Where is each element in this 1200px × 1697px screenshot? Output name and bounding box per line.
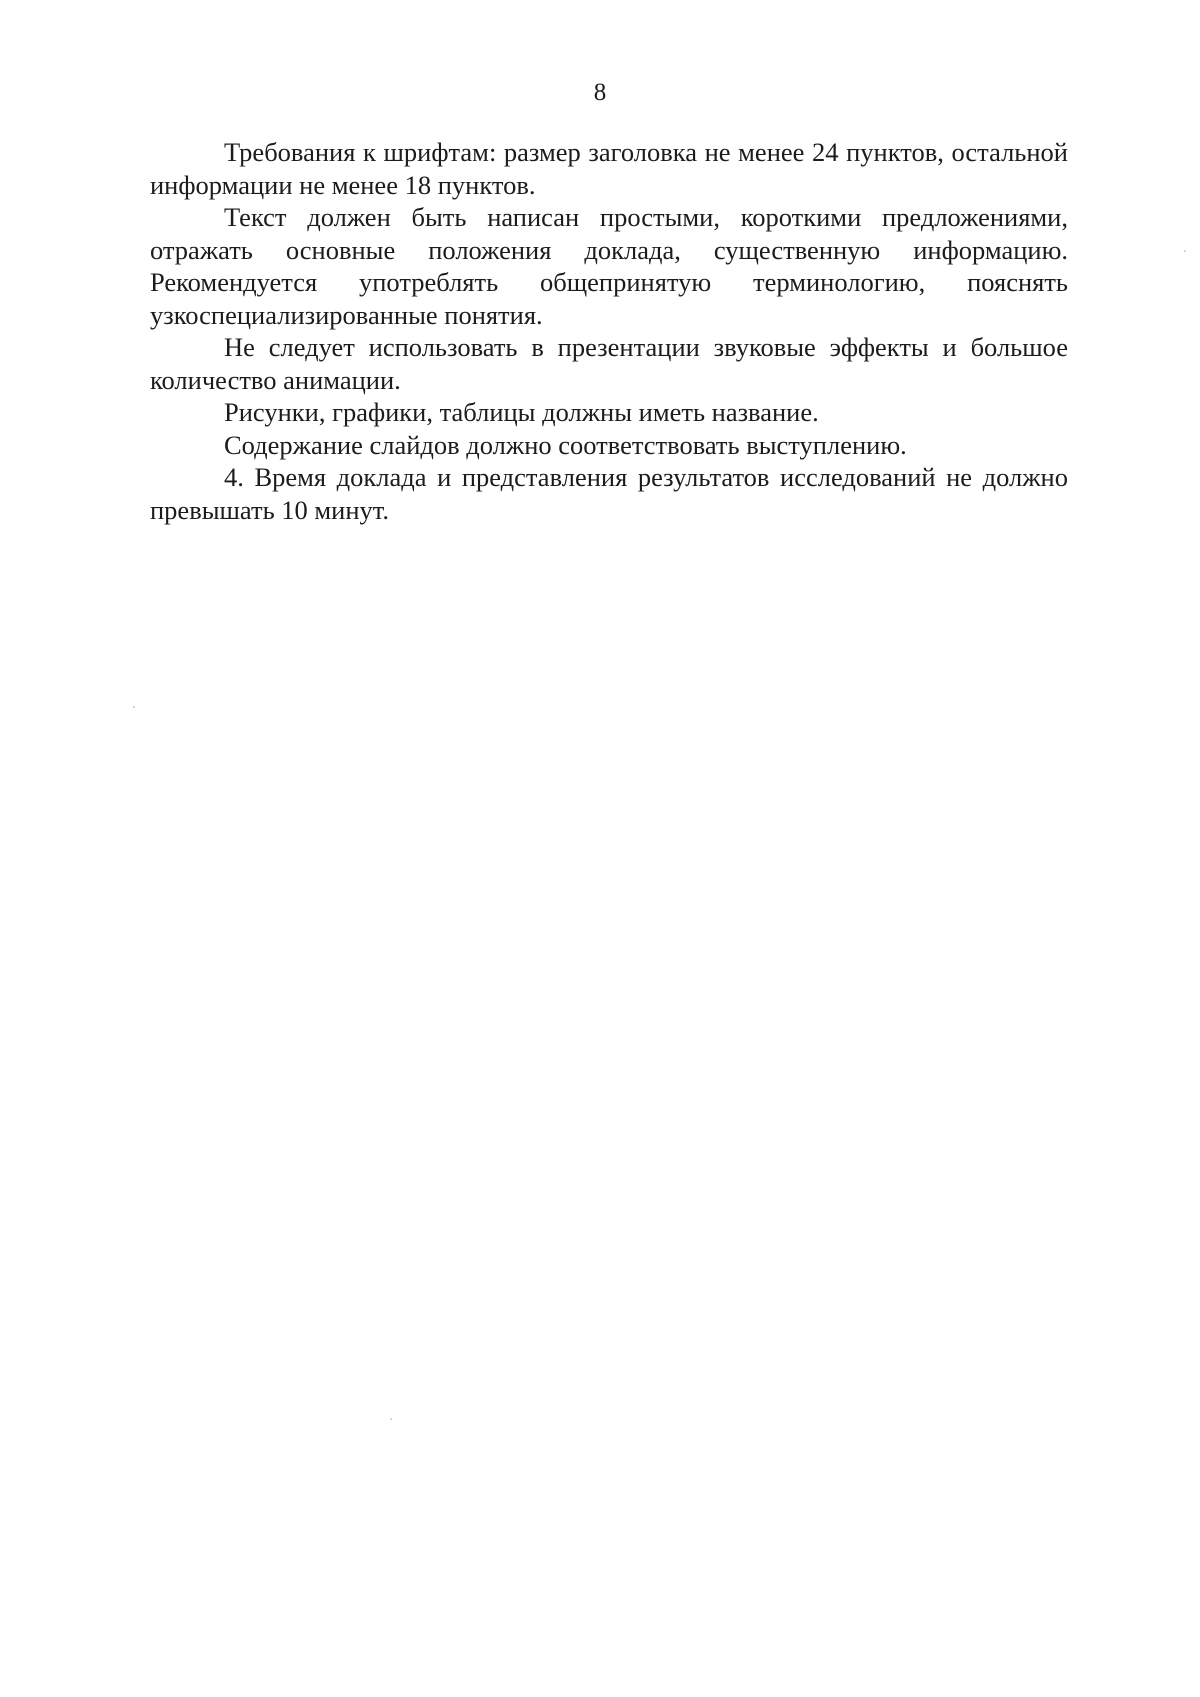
paragraph-slide-content: Содержание слайдов должно соответствовать выступлению.	[224, 429, 907, 460]
paragraph-time-limit: 4. Время доклада и представления результатов исследований не должно превышать 10 минут.	[150, 462, 1068, 525]
page-number: 8	[593, 79, 607, 106]
paragraph-text-requirements: Текст должен быть написан простыми, короткими предложениями, отражать основные положения доклада, существенную информацию. Рекомендуется употреблять общепринятую терминологию, пояснять узкоспециализированные понятия.	[150, 202, 1068, 330]
paragraph-font-requirements: Требования к шрифтам: размер заголовка не менее 24 пунктов, остальной информации не менее 18 пунктов.	[150, 137, 1068, 200]
scan-speck	[133, 706, 135, 708]
scan-speck	[1184, 250, 1186, 252]
document-body	[150, 136, 1068, 526]
scan-speck	[390, 1418, 392, 1420]
paragraph-effects: Не следует использовать в презентации звуковые эффекты и большое количество анимации.	[150, 332, 1068, 395]
paragraph-figures: Рисунки, графики, таблицы должны иметь название.	[224, 397, 819, 427]
